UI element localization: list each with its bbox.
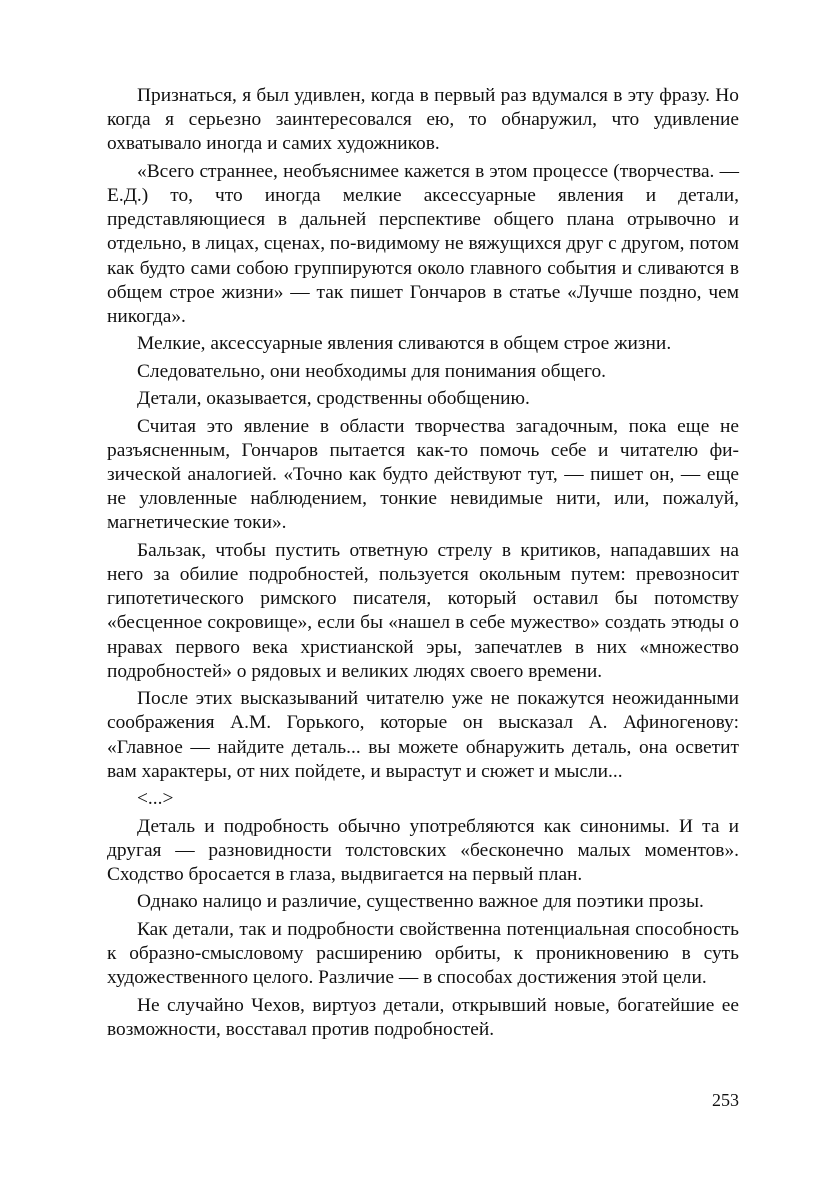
paragraph: Считая это явление в области творчества загадочным, пока еще не разъясненным, Гончаров пытается как-то помочь себе и читателю физической аналогией. «Точно как будто действуют тут, — пишет он, — еще не уловленные наблюдением, тонкие невидимые нити, или, пожалуй, магнетические токи». [107, 415, 739, 534]
paragraph: Мелкие, аксессуарные явления сливаются в общем строе жизни. [137, 333, 672, 355]
paragraph: Признаться, я был удивлен, когда в первый раз вдумался в эту фразу. Но когда я серьезно заинтересовался ею, то обнаружил, что удивление охватывало иногда и самих художников. [107, 85, 739, 155]
paragraph: После этих высказываний читателю уже не покажутся неожиданными соображения А.М. Горького, которые он высказал А. Афиногенову: «Главное — найдите деталь... вы можете обнаружить деталь, она осветит вам характеры, от них пойдете, и вырастут и сюжет и мысли... [107, 688, 739, 782]
body-text [107, 84, 739, 1042]
paragraph: Бальзак, чтобы пустить ответную стрелу в критиков, нападавших на него за обилие подробностей, пользуется окольным путем: превозносит гипотетического римского писателя, который оставил бы потомству «бесценное сокровище», если бы «нашел в себе мужество» создать этюды о нравах первого века христианской эры, запечатлев в них «множество подробностей» о рядовых и великих людях своего времени. [107, 539, 739, 682]
ellipsis-marker: <...> [137, 788, 174, 810]
paragraph: Детали, оказывается, сродственны обобщению. [137, 388, 530, 410]
paragraph: Деталь и подробность обычно употребляются как синонимы. И та и другая — разновидности толстовских «бесконечно малых моментов». Сходство бросается в глаза, выдвигается на первый план. [107, 815, 739, 885]
paragraph: Однако налицо и различие, существенно важное для поэтики прозы. [137, 891, 704, 913]
paragraph: Как детали, так и подробности свойственна потенциальная способность к образно-смысловому расширению орбиты, к проникновению в суть художественного целого. Различие — в способах достижения этой цели. [107, 918, 739, 989]
paragraph: Следовательно, они необходимы для понимания общего. [137, 360, 606, 382]
paragraph: «Всего страннее, необъяснимее кажется в этом процессе (творчества. — Е.Д.) то, что иногда мелкие аксессуарные явления и детали, представляющиеся в дальней перспективе общего плана отрывочно и отдельно, в лицах, сценах, по-видимому не вяжущихся друг с другом, потом как будто сами собою группируются около главного события и сливаются в общем строе жизни» — так пишет Гончаров в статье «Лучше поздно, чем никогда». [107, 160, 739, 328]
page-number: 253 [712, 1090, 739, 1110]
paragraph: Не случайно Чехов, виртуоз детали, открывший новые, богатейшие ее возможности, восставал против подробностей. [107, 994, 739, 1040]
